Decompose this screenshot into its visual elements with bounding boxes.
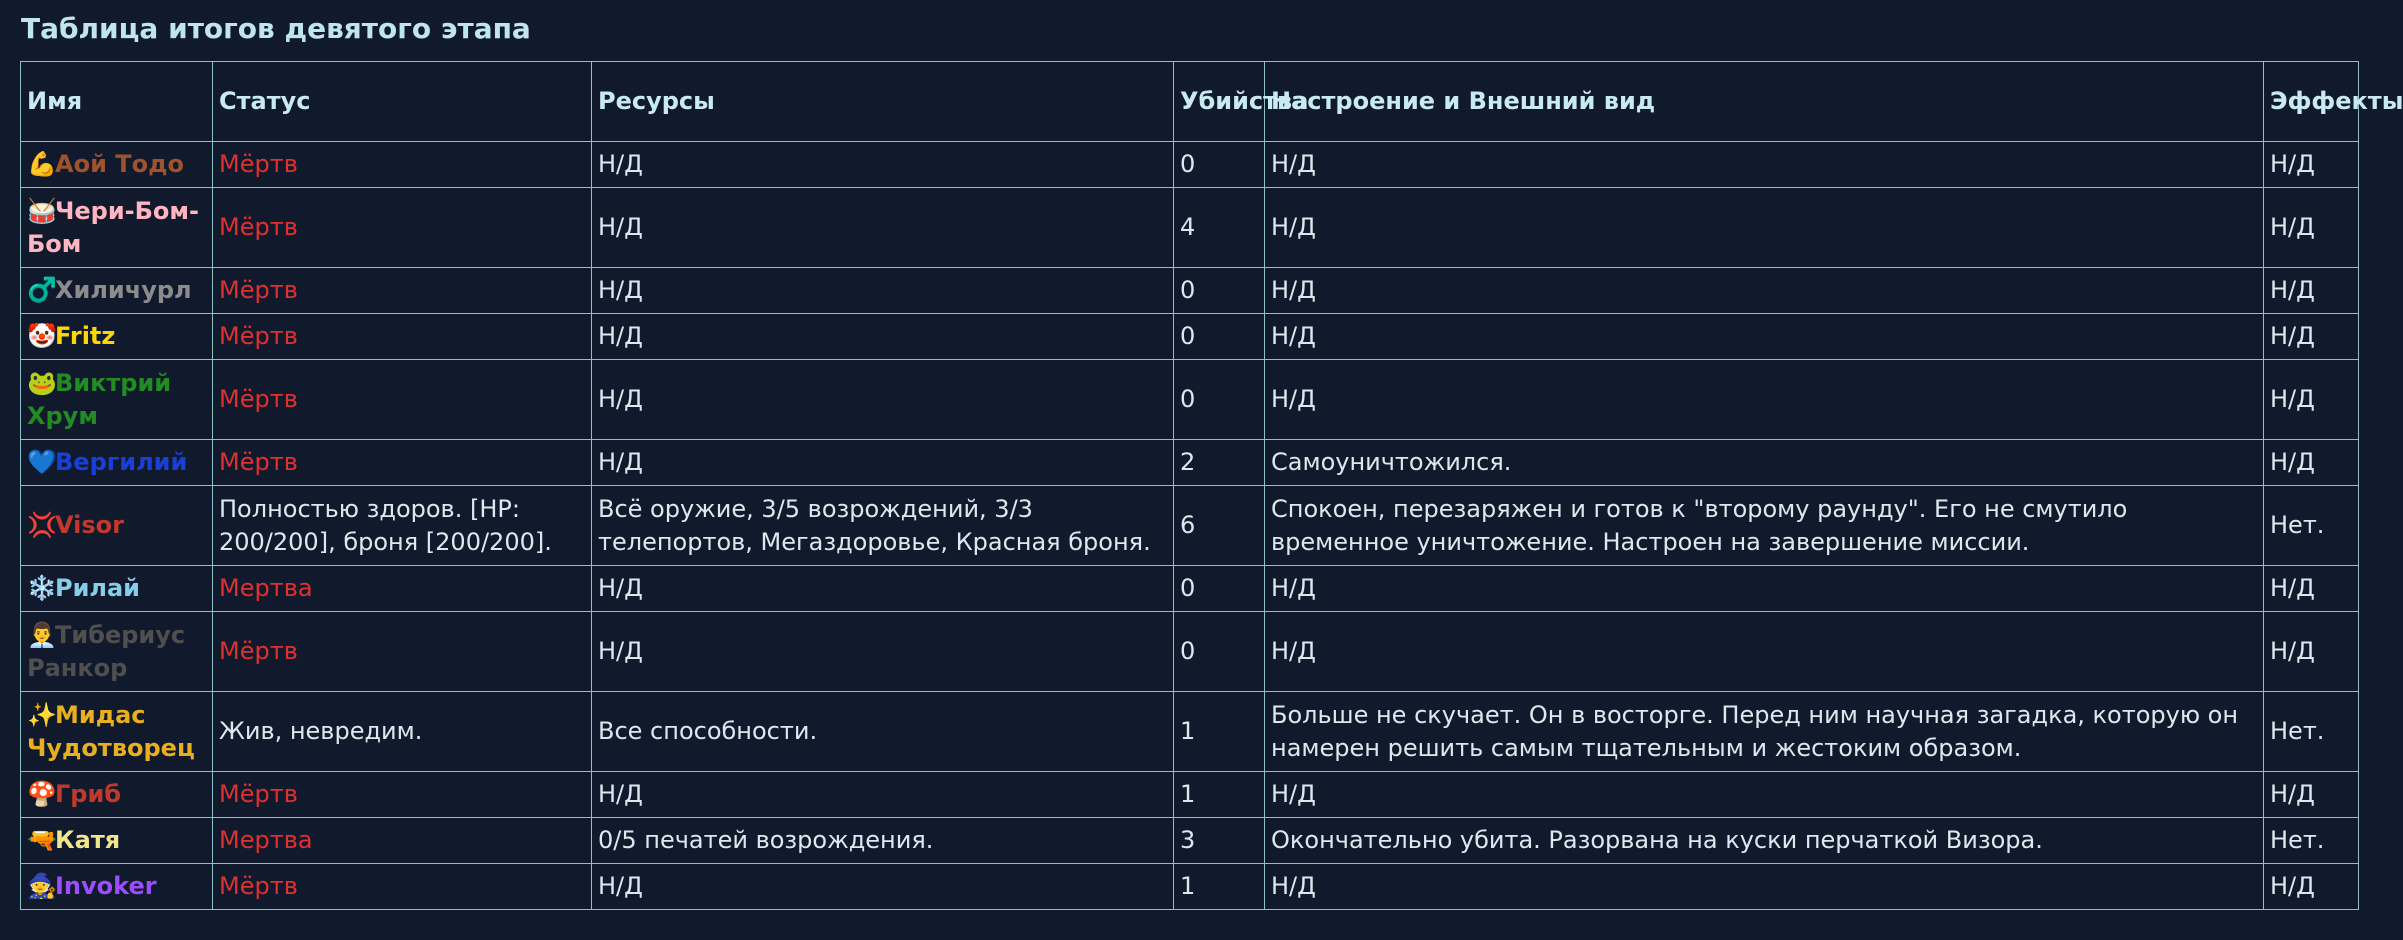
table-row — [21, 188, 2359, 268]
cell-effects: Н/Д — [2264, 864, 2359, 910]
cell-name — [21, 612, 213, 692]
cell-resources: Н/Д — [592, 772, 1174, 818]
header-kills: Убийства — [1174, 62, 1265, 142]
cell-status: Жив, невредим. — [213, 692, 592, 772]
cell-resources: Н/Д — [592, 314, 1174, 360]
cell-name — [21, 818, 213, 864]
table-row — [21, 566, 2359, 612]
character-icon: 👨‍💼 — [27, 620, 57, 649]
cell-resources: Н/Д — [592, 612, 1174, 692]
character-name: Мидас Чудотворец — [27, 700, 195, 762]
cell-kills: 3 — [1174, 818, 1265, 864]
cell-effects: Н/Д — [2264, 268, 2359, 314]
character-name: Чери-Бом-Бом — [27, 196, 199, 258]
character-icon: 💪 — [27, 150, 57, 178]
cell-effects: Н/Д — [2264, 188, 2359, 268]
cell-status: Мёртв — [213, 360, 592, 440]
cell-status: Мёртв — [213, 612, 592, 692]
cell-resources: Н/Д — [592, 268, 1174, 314]
cell-status: Мёртв — [213, 268, 592, 314]
cell-status: Мёртв — [213, 314, 592, 360]
cell-kills: 1 — [1174, 864, 1265, 910]
cell-resources: Всё оружие, 3/5 возрождений, 3/3 телепортов, Мегаздоровье, Красная броня. — [592, 486, 1174, 566]
cell-status: Мертва — [213, 566, 592, 612]
cell-kills: 0 — [1174, 566, 1265, 612]
cell-mood: Н/Д — [1265, 772, 2264, 818]
character-icon: 🧙 — [27, 872, 57, 900]
cell-kills: 0 — [1174, 142, 1265, 188]
cell-effects: Н/Д — [2264, 314, 2359, 360]
table-row — [21, 440, 2359, 486]
cell-status: Мёртв — [213, 772, 592, 818]
cell-effects: Н/Д — [2264, 360, 2359, 440]
character-icon: 🐸 — [27, 368, 57, 397]
character-name: Fritz — [55, 322, 116, 350]
table-row — [21, 692, 2359, 772]
header-resources: Ресурсы — [592, 62, 1174, 142]
cell-effects: Нет. — [2264, 692, 2359, 772]
header-row — [21, 62, 2359, 142]
cell-effects: Н/Д — [2264, 440, 2359, 486]
cell-resources: 0/5 печатей возрождения. — [592, 818, 1174, 864]
header-status: Статус — [213, 62, 592, 142]
character-icon: 🔫 — [27, 826, 57, 854]
character-icon: 🥁 — [27, 196, 57, 225]
cell-status: Мёртв — [213, 188, 592, 268]
cell-name — [21, 566, 213, 612]
cell-name — [21, 188, 213, 268]
cell-kills: 1 — [1174, 692, 1265, 772]
character-name: Виктрий Хрум — [27, 368, 172, 430]
cell-mood: Н/Д — [1265, 566, 2264, 612]
page-title: Таблица итогов девятого этапа — [21, 12, 531, 45]
table-row — [21, 486, 2359, 566]
cell-kills: 1 — [1174, 772, 1265, 818]
cell-mood: Н/Д — [1265, 612, 2264, 692]
cell-kills: 0 — [1174, 268, 1265, 314]
character-icon: 🤡 — [27, 322, 57, 350]
table-row — [21, 772, 2359, 818]
cell-name — [21, 268, 213, 314]
cell-name — [21, 314, 213, 360]
character-name: Рилай — [55, 574, 140, 602]
cell-name — [21, 864, 213, 910]
cell-kills: 0 — [1174, 612, 1265, 692]
cell-name — [21, 440, 213, 486]
cell-kills: 2 — [1174, 440, 1265, 486]
table-row — [21, 864, 2359, 910]
header-mood: Настроение и Внешний вид — [1265, 62, 2264, 142]
cell-mood: Окончательно убита. Разорвана на куски перчаткой Визора. — [1265, 818, 2264, 864]
character-icon: 💙 — [27, 448, 57, 476]
cell-effects: Н/Д — [2264, 772, 2359, 818]
cell-mood: Н/Д — [1265, 268, 2264, 314]
cell-mood: Н/Д — [1265, 360, 2264, 440]
cell-status: Мёртв — [213, 864, 592, 910]
cell-status: Мертва — [213, 818, 592, 864]
cell-mood: Н/Д — [1265, 864, 2264, 910]
cell-mood: Н/Д — [1265, 142, 2264, 188]
cell-name — [21, 486, 213, 566]
character-icon: ❄️ — [27, 574, 57, 602]
cell-mood: Самоуничтожился. — [1265, 440, 2264, 486]
cell-status: Мёртв — [213, 142, 592, 188]
character-icon: 💢 — [27, 511, 57, 539]
cell-kills: 0 — [1174, 360, 1265, 440]
cell-status: Полностью здоров. [HP: 200/200], броня [200/200]. — [213, 486, 592, 566]
cell-mood: Н/Д — [1265, 314, 2264, 360]
table-row — [21, 818, 2359, 864]
cell-name — [21, 142, 213, 188]
header-effects: Эффекты — [2264, 62, 2359, 142]
table-row — [21, 268, 2359, 314]
character-name: Аой Тодо — [55, 150, 184, 178]
cell-mood: Н/Д — [1265, 188, 2264, 268]
character-name: Тибериус Ранкор — [27, 620, 186, 682]
cell-name — [21, 772, 213, 818]
results-table — [20, 61, 2403, 910]
cell-resources: Все способности. — [592, 692, 1174, 772]
cell-resources: Н/Д — [592, 566, 1174, 612]
cell-effects: Нет. — [2264, 818, 2359, 864]
cell-name — [21, 692, 213, 772]
cell-resources: Н/Д — [592, 440, 1174, 486]
cell-effects: Н/Д — [2264, 142, 2359, 188]
cell-resources: Н/Д — [592, 864, 1174, 910]
character-name: Катя — [55, 826, 121, 854]
character-name: Вергилий — [55, 448, 188, 476]
character-icon: ♂️ — [27, 276, 57, 304]
cell-resources: Н/Д — [592, 142, 1174, 188]
character-icon: 🍄 — [27, 780, 57, 808]
cell-name — [21, 360, 213, 440]
cell-effects: Н/Д — [2264, 566, 2359, 612]
cell-resources: Н/Д — [592, 360, 1174, 440]
character-name: Invoker — [55, 872, 157, 900]
character-name: Хиличурл — [55, 276, 192, 304]
table-row — [21, 142, 2359, 188]
table-row — [21, 612, 2359, 692]
character-icon: ✨ — [27, 700, 57, 729]
cell-kills: 6 — [1174, 486, 1265, 566]
character-name: Visor — [55, 511, 124, 539]
cell-resources: Н/Д — [592, 188, 1174, 268]
cell-effects: Нет. — [2264, 486, 2359, 566]
character-name: Гриб — [55, 780, 122, 808]
cell-status: Мёртв — [213, 440, 592, 486]
table-row — [21, 314, 2359, 360]
cell-kills: 4 — [1174, 188, 1265, 268]
table-row — [21, 360, 2359, 440]
header-name: Имя — [21, 62, 213, 142]
cell-mood: Спокоен, перезаряжен и готов к "второму раунду". Его не смутило временное уничтожение. Настроен на завершение миссии. — [1265, 486, 2264, 566]
cell-kills: 0 — [1174, 314, 1265, 360]
cell-effects: Н/Д — [2264, 612, 2359, 692]
cell-mood: Больше не скучает. Он в восторге. Перед ним научная загадка, которую он намерен решить самым тщательным и жестоким образом. — [1265, 692, 2264, 772]
table-body — [21, 142, 2359, 910]
